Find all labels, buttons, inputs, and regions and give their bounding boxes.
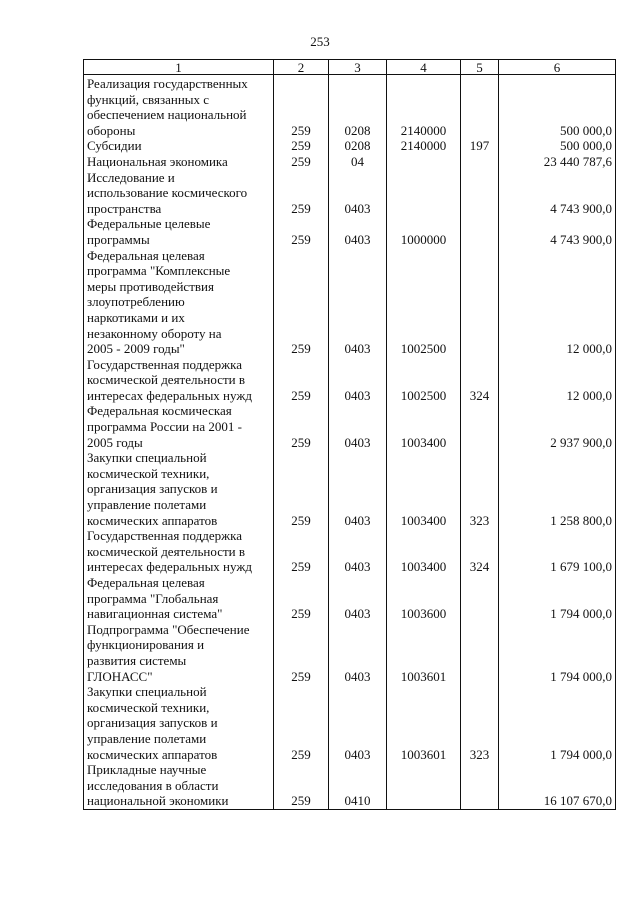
department-code: 259 <box>274 403 329 450</box>
expense-type-code <box>461 75 499 139</box>
item-name <box>84 622 274 684</box>
item-name-text: Федеральная космическая программа России на 2001 - 2005 годы <box>87 403 242 450</box>
department-code: 259 <box>274 216 329 247</box>
table-row <box>84 248 616 357</box>
item-name-text: Федеральные целевые программы <box>87 216 211 247</box>
column-header: 5 <box>461 60 499 75</box>
expense-type-code <box>461 170 499 217</box>
expense-type-code: 324 <box>461 528 499 575</box>
target-article-code: 1002500 <box>387 357 461 404</box>
section-code: 0403 <box>329 170 387 217</box>
table-row <box>84 684 616 762</box>
amount: 1 794 000,0 <box>499 575 616 622</box>
expense-type-code: 323 <box>461 450 499 528</box>
item-name <box>84 450 274 528</box>
table-row <box>84 622 616 684</box>
target-article-code <box>387 762 461 809</box>
amount: 12 000,0 <box>499 248 616 357</box>
target-article-code: 1003601 <box>387 622 461 684</box>
target-article-code: 1003400 <box>387 528 461 575</box>
department-code: 259 <box>274 357 329 404</box>
section-code: 0403 <box>329 357 387 404</box>
item-name-text: Федеральная целевая программа "Глобальная навигационная система" <box>87 575 223 622</box>
section-code: 0403 <box>329 450 387 528</box>
amount: 1 258 800,0 <box>499 450 616 528</box>
amount: 500 000,0 <box>499 138 616 154</box>
item-name-text: Закупки специальной космической техники, организация запусков и управление полетами космических аппаратов <box>87 684 218 762</box>
item-name-text: Субсидии <box>87 138 142 154</box>
item-name <box>84 216 274 247</box>
item-name <box>84 357 274 404</box>
expense-type-code <box>461 762 499 809</box>
table-row <box>84 170 616 217</box>
department-code: 259 <box>274 154 329 170</box>
table-row <box>84 450 616 528</box>
department-code: 259 <box>274 138 329 154</box>
target-article-code: 1002500 <box>387 248 461 357</box>
target-article-code: 2140000 <box>387 138 461 154</box>
expense-type-code <box>461 154 499 170</box>
table-row <box>84 75 616 139</box>
table-row <box>84 762 616 809</box>
item-name-text: Национальная экономика <box>87 153 228 169</box>
section-code: 0410 <box>329 762 387 809</box>
target-article-code: 1000000 <box>387 216 461 247</box>
expense-type-code <box>461 248 499 357</box>
item-name-text: Государственная поддержка космической деятельности в интересах федеральных нужд <box>87 356 252 403</box>
department-code: 259 <box>274 622 329 684</box>
department-code: 259 <box>274 248 329 357</box>
amount: 500 000,0 <box>499 75 616 139</box>
amount: 16 107 670,0 <box>499 762 616 809</box>
expense-type-code: 323 <box>461 684 499 762</box>
amount: 4 743 900,0 <box>499 170 616 217</box>
item-name <box>84 138 274 154</box>
item-name-text: Исследование и использование космического пространства <box>87 169 248 216</box>
expense-type-code <box>461 216 499 247</box>
expense-type-code <box>461 622 499 684</box>
department-code: 259 <box>274 450 329 528</box>
item-name <box>84 248 274 357</box>
item-name-text: Закупки специальной космической техники, организация запусков и управление полетами космических аппаратов <box>87 450 218 528</box>
item-name <box>84 575 274 622</box>
section-code: 0403 <box>329 403 387 450</box>
item-name-text: Государственная поддержка космической деятельности в интересах федеральных нужд <box>87 528 252 575</box>
item-name <box>84 75 274 139</box>
target-article-code <box>387 170 461 217</box>
item-name <box>84 528 274 575</box>
item-name <box>84 684 274 762</box>
section-code: 0403 <box>329 684 387 762</box>
target-article-code: 1003601 <box>387 684 461 762</box>
item-name <box>84 403 274 450</box>
target-article-code: 1003400 <box>387 450 461 528</box>
section-code: 0403 <box>329 622 387 684</box>
amount: 23 440 787,6 <box>499 154 616 170</box>
column-header: 2 <box>274 60 329 75</box>
table-row <box>84 357 616 404</box>
target-article-code: 1003400 <box>387 403 461 450</box>
target-article-code: 2140000 <box>387 75 461 139</box>
amount: 1 679 100,0 <box>499 528 616 575</box>
table-row <box>84 216 616 247</box>
column-number-row <box>84 60 616 75</box>
target-article-code <box>387 154 461 170</box>
column-header: 3 <box>329 60 387 75</box>
column-header: 4 <box>387 60 461 75</box>
section-code: 0208 <box>329 138 387 154</box>
expense-type-code: 197 <box>461 138 499 154</box>
table-row <box>84 154 616 170</box>
amount: 1 794 000,0 <box>499 622 616 684</box>
amount: 2 937 900,0 <box>499 403 616 450</box>
table-row <box>84 403 616 450</box>
expense-type-code <box>461 403 499 450</box>
item-name <box>84 170 274 217</box>
section-code: 0208 <box>329 75 387 139</box>
department-code: 259 <box>274 684 329 762</box>
page-number: 253 <box>310 34 330 49</box>
item-name-text: Федеральная целевая программа "Комплексные меры противодействия злоупотреблению наркотиками и их незаконному обороту на 2005 - 2009 годы" <box>87 247 231 357</box>
section-code: 0403 <box>329 216 387 247</box>
item-name <box>84 762 274 809</box>
column-header: 1 <box>84 60 274 75</box>
section-code: 0403 <box>329 528 387 575</box>
department-code: 259 <box>274 170 329 217</box>
department-code: 259 <box>274 528 329 575</box>
table-row <box>84 138 616 154</box>
expense-type-code: 324 <box>461 357 499 404</box>
item-name <box>84 154 274 170</box>
table-row <box>84 575 616 622</box>
section-code: 0403 <box>329 575 387 622</box>
department-code: 259 <box>274 75 329 139</box>
amount: 4 743 900,0 <box>499 216 616 247</box>
column-header: 6 <box>499 60 616 75</box>
department-code: 259 <box>274 762 329 809</box>
department-code: 259 <box>274 575 329 622</box>
section-code: 04 <box>329 154 387 170</box>
amount: 1 794 000,0 <box>499 684 616 762</box>
budget-table <box>83 59 616 810</box>
section-code: 0403 <box>329 248 387 357</box>
item-name-text: Прикладные научные исследования в области национальной экономики <box>87 762 229 809</box>
target-article-code: 1003600 <box>387 575 461 622</box>
table-row <box>84 528 616 575</box>
item-name-text: Реализация государственных функций, связанных с обеспечением национальной обороны <box>87 76 248 138</box>
expense-type-code <box>461 575 499 622</box>
amount: 12 000,0 <box>499 357 616 404</box>
item-name-text: Подпрограмма "Обеспечение функционирования и развития системы ГЛОНАСС" <box>87 621 250 684</box>
